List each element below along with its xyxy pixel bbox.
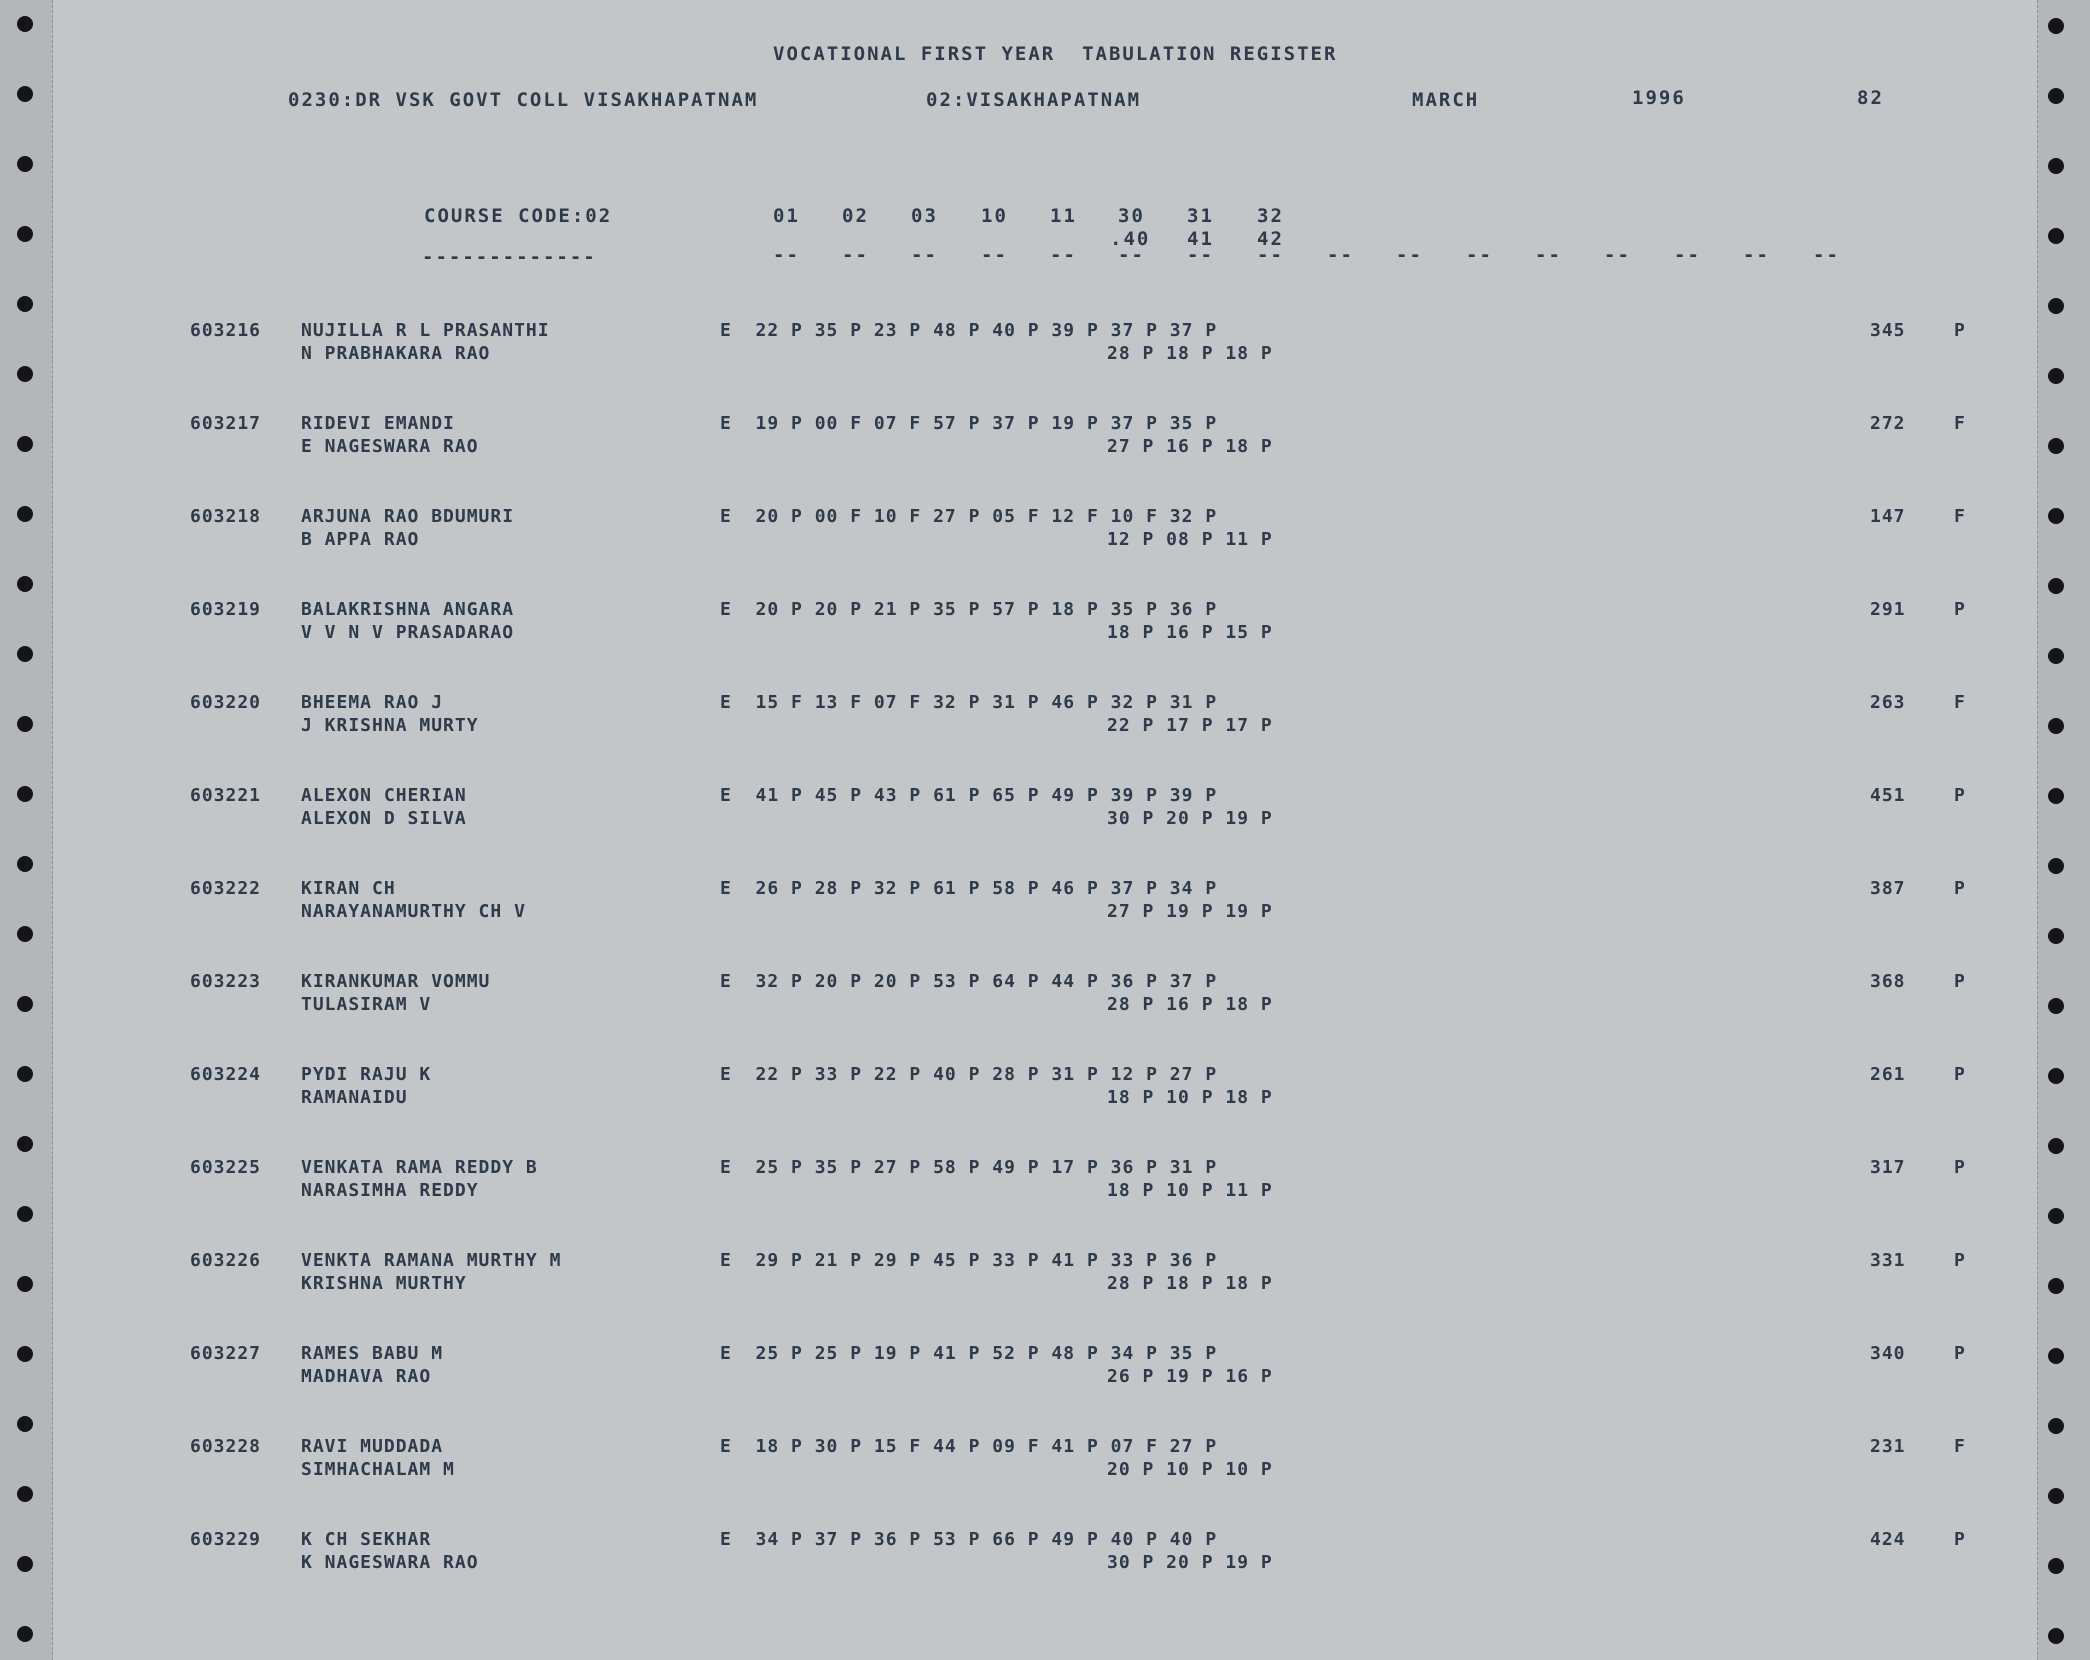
marks-line: E 19 P 00 F 07 F 57 P 37 P 19 P 37 P 35 P (720, 413, 1218, 434)
sprocket-hole (17, 716, 33, 732)
roll-number: 603216 (190, 320, 262, 341)
marks-line: E 22 P 35 P 23 P 48 P 40 P 39 P 37 P 37 P (720, 320, 1218, 341)
parent-name: SIMHACHALAM M (301, 1459, 455, 1480)
column-dash: -- (1187, 244, 1214, 266)
total-marks: 231 (1870, 1436, 1906, 1457)
sprocket-hole (17, 296, 33, 312)
sprocket-hole (2048, 998, 2064, 1014)
sprocket-hole (17, 156, 33, 172)
sprocket-hole (2048, 158, 2064, 174)
sprocket-hole (2048, 1138, 2064, 1154)
roll-number: 603225 (190, 1157, 262, 1178)
total-marks: 340 (1870, 1343, 1906, 1364)
parent-name: N PRABHAKARA RAO (301, 343, 491, 364)
sprocket-hole (2048, 368, 2064, 384)
roll-number: 603227 (190, 1343, 262, 1364)
sprocket-hole (17, 1486, 33, 1502)
exam-month: MARCH (1412, 89, 1480, 111)
course-code-label: COURSE CODE:02 (424, 205, 613, 227)
marks-line: E 29 P 21 P 29 P 45 P 33 P 41 P 33 P 36 P (720, 1250, 1218, 1271)
subject-code: 31 (1187, 205, 1214, 227)
marks-line: E 22 P 33 P 22 P 40 P 28 P 31 P 12 P 27 P (720, 1064, 1218, 1085)
sprocket-hole (17, 1206, 33, 1222)
sprocket-hole (2048, 88, 2064, 104)
column-dash: -- (1674, 244, 1701, 266)
total-marks: 451 (1870, 785, 1906, 806)
marks-line-secondary: 20 P 10 P 10 P (1107, 1459, 1273, 1480)
total-marks: 368 (1870, 971, 1906, 992)
roll-number: 603222 (190, 878, 262, 899)
parent-name: B APPA RAO (301, 529, 420, 550)
sprocket-hole (2048, 438, 2064, 454)
marks-line-secondary: 30 P 20 P 19 P (1107, 1552, 1273, 1573)
student-name: VENKTA RAMANA MURTHY M (301, 1250, 562, 1271)
marks-line: E 15 F 13 F 07 F 32 P 31 P 46 P 32 P 31 P (720, 692, 1218, 713)
sprocket-hole (17, 996, 33, 1012)
column-dash: -- (1535, 244, 1562, 266)
roll-number: 603220 (190, 692, 262, 713)
sprocket-hole (17, 786, 33, 802)
sprocket-hole (2048, 648, 2064, 664)
roll-number: 603217 (190, 413, 262, 434)
sprocket-hole (17, 1416, 33, 1432)
marks-line: E 32 P 20 P 20 P 53 P 64 P 44 P 36 P 37 P (720, 971, 1218, 992)
subject-code: 11 (1050, 205, 1077, 227)
parent-name: E NAGESWARA RAO (301, 436, 479, 457)
column-dash: -- (842, 244, 869, 266)
subject-code: 32 (1257, 205, 1284, 227)
marks-line-secondary: 18 P 10 P 11 P (1107, 1180, 1273, 1201)
result-code: P (1954, 1157, 1966, 1178)
result-code: F (1954, 506, 1966, 527)
sprocket-hole (17, 646, 33, 662)
column-dash: -- (1396, 244, 1423, 266)
sprocket-hole (17, 1346, 33, 1362)
student-name: ALEXON CHERIAN (301, 785, 467, 806)
subject-code: 41 (1187, 228, 1214, 250)
parent-name: K NAGESWARA RAO (301, 1552, 479, 1573)
page-number: 82 (1857, 87, 1884, 109)
subject-code: 03 (911, 205, 938, 227)
sprocket-hole (2048, 1418, 2064, 1434)
marks-line-secondary: 27 P 19 P 19 P (1107, 901, 1273, 922)
course-code-rule: ------------- (422, 246, 597, 268)
sprocket-hole (17, 86, 33, 102)
student-name: KIRANKUMAR VOMMU (301, 971, 491, 992)
sprocket-hole (17, 506, 33, 522)
subject-code: 01 (773, 205, 800, 227)
result-code: F (1954, 413, 1966, 434)
roll-number: 603219 (190, 599, 262, 620)
sprocket-hole (2048, 1348, 2064, 1364)
column-dash: -- (1743, 244, 1770, 266)
student-name: BALAKRISHNA ANGARA (301, 599, 515, 620)
marks-line: E 34 P 37 P 36 P 53 P 66 P 49 P 40 P 40 P (720, 1529, 1218, 1550)
total-marks: 424 (1870, 1529, 1906, 1550)
student-name: ARJUNA RAO BDUMURI (301, 506, 515, 527)
column-dash: -- (1050, 244, 1077, 266)
roll-number: 603223 (190, 971, 262, 992)
sprocket-hole (2048, 508, 2064, 524)
roll-number: 603221 (190, 785, 262, 806)
sprocket-hole (17, 1066, 33, 1082)
sprocket-hole (2048, 928, 2064, 944)
result-code: F (1954, 692, 1966, 713)
student-name: K CH SEKHAR (301, 1529, 432, 1550)
result-code: P (1954, 1250, 1966, 1271)
sprocket-hole (2048, 1278, 2064, 1294)
sprocket-hole (17, 436, 33, 452)
marks-line-secondary: 22 P 17 P 17 P (1107, 715, 1273, 736)
parent-name: KRISHNA MURTHY (301, 1273, 467, 1294)
parent-name: RAMANAIDU (301, 1087, 408, 1108)
marks-line-secondary: 12 P 08 P 11 P (1107, 529, 1273, 550)
total-marks: 263 (1870, 692, 1906, 713)
result-code: P (1954, 785, 1966, 806)
district-name: 02:VISAKHAPATNAM (926, 89, 1142, 111)
sprocket-hole (17, 226, 33, 242)
result-code: P (1954, 320, 1966, 341)
right-tractor-strip (2037, 0, 2090, 1660)
total-marks: 331 (1870, 1250, 1906, 1271)
sprocket-hole (17, 1136, 33, 1152)
result-code: P (1954, 971, 1966, 992)
sprocket-hole (17, 1556, 33, 1572)
roll-number: 603218 (190, 506, 262, 527)
marks-line-secondary: 18 P 16 P 15 P (1107, 622, 1273, 643)
report-title: VOCATIONAL FIRST YEAR TABULATION REGISTER (773, 43, 1338, 65)
sprocket-hole (2048, 578, 2064, 594)
college-name: 0230:DR VSK GOVT COLL VISAKHAPATNAM (288, 89, 759, 111)
student-name: BHEEMA RAO J (301, 692, 444, 713)
result-code: P (1954, 1343, 1966, 1364)
sprocket-hole (17, 1626, 33, 1642)
sprocket-hole (17, 1276, 33, 1292)
marks-line-secondary: 28 P 18 P 18 P (1107, 1273, 1273, 1294)
result-code: P (1954, 1064, 1966, 1085)
sprocket-hole (17, 366, 33, 382)
column-dash: -- (1813, 244, 1840, 266)
sprocket-hole (2048, 18, 2064, 34)
marks-line-secondary: 26 P 19 P 16 P (1107, 1366, 1273, 1387)
exam-year: 1996 (1632, 87, 1686, 109)
student-name: RAVI MUDDADA (301, 1436, 444, 1457)
sprocket-hole (17, 926, 33, 942)
sprocket-hole (2048, 788, 2064, 804)
result-code: P (1954, 599, 1966, 620)
marks-line: E 41 P 45 P 43 P 61 P 65 P 49 P 39 P 39 P (720, 785, 1218, 806)
sprocket-hole (2048, 1068, 2064, 1084)
student-name: KIRAN CH (301, 878, 396, 899)
sprocket-hole (2048, 718, 2064, 734)
marks-line-secondary: 28 P 18 P 18 P (1107, 343, 1273, 364)
total-marks: 261 (1870, 1064, 1906, 1085)
subject-code: 30 (1118, 205, 1145, 227)
parent-name: NARASIMHA REDDY (301, 1180, 479, 1201)
marks-line: E 20 P 20 P 21 P 35 P 57 P 18 P 35 P 36 P (720, 599, 1218, 620)
student-name: RAMES BABU M (301, 1343, 444, 1364)
student-name: VENKATA RAMA REDDY B (301, 1157, 538, 1178)
sprocket-hole (2048, 1208, 2064, 1224)
roll-number: 603229 (190, 1529, 262, 1550)
sprocket-hole (17, 856, 33, 872)
marks-line-secondary: 18 P 10 P 18 P (1107, 1087, 1273, 1108)
parent-name: V V N V PRASADARAO (301, 622, 515, 643)
result-code: P (1954, 878, 1966, 899)
parent-name: MADHAVA RAO (301, 1366, 432, 1387)
sprocket-hole (2048, 1558, 2064, 1574)
roll-number: 603226 (190, 1250, 262, 1271)
sprocket-hole (2048, 1628, 2064, 1644)
subject-code: 02 (842, 205, 869, 227)
marks-line: E 20 P 00 F 10 F 27 P 05 F 12 F 10 F 32 P (720, 506, 1218, 527)
column-dash: -- (1327, 244, 1354, 266)
total-marks: 272 (1870, 413, 1906, 434)
parent-name: TULASIRAM V (301, 994, 432, 1015)
sprocket-hole (2048, 228, 2064, 244)
marks-line-secondary: 27 P 16 P 18 P (1107, 436, 1273, 457)
column-dash: -- (773, 244, 800, 266)
roll-number: 603228 (190, 1436, 262, 1457)
student-name: RIDEVI EMANDI (301, 413, 455, 434)
marks-line: E 18 P 30 P 15 F 44 P 09 F 41 P 07 F 27 P (720, 1436, 1218, 1457)
student-name: NUJILLA R L PRASANTHI (301, 320, 550, 341)
sprocket-hole (2048, 1488, 2064, 1504)
column-dash: -- (1257, 244, 1284, 266)
sprocket-hole (17, 16, 33, 32)
column-dash: -- (981, 244, 1008, 266)
total-marks: 387 (1870, 878, 1906, 899)
marks-line: E 26 P 28 P 32 P 61 P 58 P 46 P 37 P 34 P (720, 878, 1218, 899)
sprocket-hole (17, 576, 33, 592)
result-code: F (1954, 1436, 1966, 1457)
total-marks: 345 (1870, 320, 1906, 341)
marks-line-secondary: 30 P 20 P 19 P (1107, 808, 1273, 829)
marks-line: E 25 P 25 P 19 P 41 P 52 P 48 P 34 P 35 P (720, 1343, 1218, 1364)
column-dash: -- (1466, 244, 1493, 266)
total-marks: 291 (1870, 599, 1906, 620)
parent-name: J KRISHNA MURTY (301, 715, 479, 736)
subject-code: 42 (1257, 228, 1284, 250)
result-code: P (1954, 1529, 1966, 1550)
sprocket-hole (2048, 858, 2064, 874)
subject-code: .40 (1110, 228, 1151, 250)
parent-name: ALEXON D SILVA (301, 808, 467, 829)
total-marks: 147 (1870, 506, 1906, 527)
marks-line-secondary: 28 P 16 P 18 P (1107, 994, 1273, 1015)
total-marks: 317 (1870, 1157, 1906, 1178)
column-dash: -- (1604, 244, 1631, 266)
roll-number: 603224 (190, 1064, 262, 1085)
column-dash: -- (911, 244, 938, 266)
left-tractor-strip (0, 0, 53, 1660)
student-name: PYDI RAJU K (301, 1064, 432, 1085)
subject-code: 10 (981, 205, 1008, 227)
sprocket-hole (2048, 298, 2064, 314)
marks-line: E 25 P 35 P 27 P 58 P 49 P 17 P 36 P 31 P (720, 1157, 1218, 1178)
column-dash: -- (1118, 244, 1145, 266)
parent-name: NARAYANAMURTHY CH V (301, 901, 526, 922)
